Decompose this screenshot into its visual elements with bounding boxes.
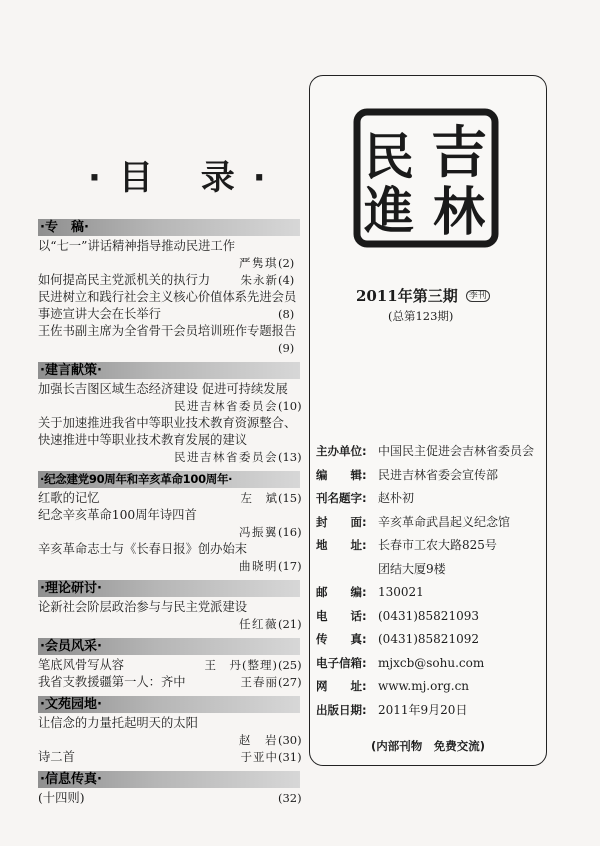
entry-page: (16) [278,525,302,539]
section-gap [38,766,300,770]
entry-title: 让信念的力量托起明天的太阳 [38,716,198,730]
section-heading: ·信息传真· [38,771,300,788]
section-gap [38,633,300,637]
info-row [316,511,542,535]
entry-author: 赵 岩 [239,733,278,747]
entry-page: (21) [278,617,302,631]
info-label: 刊名题字: [316,491,367,505]
entry-byline [38,398,300,415]
section-gap [38,575,300,579]
info-value: 辛亥革命武昌起义纪念馆 [378,514,511,529]
entry-title: 快速推进中等职业技术教育发展的建议 [38,433,248,447]
info-row [316,487,542,511]
logo-char-min: 民 [364,127,414,186]
entry-title: 红歌的记忆 [38,491,100,505]
entry-author: 曲晓明 [239,559,278,573]
info-label: 电子信箱: [316,655,367,670]
masthead-panel [309,75,547,766]
info-row [316,558,542,582]
quarterly-badge: 季刊 [466,290,490,302]
entry-page: (4) [278,273,295,287]
distribution-note: (内部刊物 免费交流) [370,739,485,753]
entry-author: 左 斌 [240,491,278,505]
entry-author: 任红薇 [239,617,278,631]
toc-entry[interactable] [38,238,300,272]
info-value: 130021 [378,585,424,599]
info-value: 长春市工农大路825号 [378,538,497,552]
info-row [316,464,542,488]
entry-byline [38,616,300,633]
section-gap [38,357,300,361]
logo-char-lin: 林 [432,182,486,243]
logo-char-ji: 吉 [431,120,487,186]
entry-author: 冯振翼 [239,525,278,539]
issue-total: (总第123期) [388,309,454,323]
toc-entry[interactable] [38,415,300,466]
toc-entry[interactable] [38,790,300,807]
entry-byline [38,558,300,575]
toc-entry[interactable] [38,749,300,766]
info-label: 编 辑: [316,467,367,482]
info-label: 主办单位: [316,444,367,458]
info-value: 2011年9月20日 [378,702,468,717]
entry-title: 加强长吉图区域生态经济建设 促进可持续发展 [38,382,288,396]
entry-author: 于亚中 [240,750,278,764]
entry-title: 事迹宣讲大会在长举行 [38,307,161,321]
info-label: 邮 编: [316,585,367,599]
info-row [316,699,542,723]
entry-page: (9) [278,341,295,355]
info-row [316,440,542,464]
entry-page: (17) [278,559,302,573]
issue-label: 2011年第三期 [356,287,458,305]
info-label: 网 址: [316,679,367,693]
info-value: (0431)85821092 [378,632,479,646]
publication-info [316,440,542,722]
info-label [316,558,378,582]
section-heading: ·会员风采· [38,638,300,655]
entry-title: (十四则) [38,791,85,805]
info-label: 封 面: [316,514,367,529]
entry-page: (8) [278,307,295,321]
toc-entry[interactable] [38,541,300,575]
entry-author: 王春丽 [240,675,278,689]
entry-author: 民进吉林省委员会 [174,450,278,464]
entry-page: (2) [278,256,295,270]
entry-author: 朱永新 [240,273,278,287]
entry-author: 王 丹(整理) [204,658,278,672]
entry-title: 诗二首 [38,750,75,764]
section-gap [38,691,300,695]
info-row [316,652,542,676]
entry-byline [38,732,300,749]
logo-char-jin: 進 [364,181,414,240]
entry-title: 关于加速推进我省中等职业技术教育资源整合、 [38,416,297,430]
entry-title: 我省支教援疆第一人：齐中 [38,675,186,689]
entry-author: 严隽琪 [239,256,278,270]
section-gap [38,807,300,811]
toc-entry[interactable] [38,715,300,749]
section-heading: ·纪念建党90周年和辛亥革命100周年· [38,471,300,488]
entry-page: (27) [278,675,302,689]
entry-page: (13) [278,450,302,464]
entry-title: 如何提高民主党派机关的执行力 [38,273,211,287]
entry-title: 辛亥革命志士与《长春日报》创办始末 [38,542,248,556]
toc-entry[interactable] [38,507,300,541]
toc-entry[interactable] [38,306,300,323]
entry-title: 纪念辛亥革命100周年诗四首 [38,508,197,522]
section-heading: ·专 稿· [38,219,300,236]
info-value: 团结大厦9楼 [378,561,446,576]
journal-logo [351,106,501,250]
info-row [316,534,542,558]
info-value: 民进吉林省委会宣传部 [378,467,499,482]
info-row [316,605,542,629]
info-row [316,581,542,605]
section-heading: ·文苑园地· [38,696,300,713]
entry-page: (32) [278,791,302,805]
toc-entry[interactable] [38,323,300,357]
entry-byline [38,340,300,357]
toc-entry[interactable] [38,381,300,415]
info-value: 赵朴初 [378,491,415,505]
info-value: www.mj.org.cn [378,679,470,693]
section-heading: ·理论研讨· [38,580,300,597]
entry-page: (15) [278,491,302,505]
entry-title: 民进树立和践行社会主义核心价值体系先进会员 [38,290,297,304]
info-label: 传 真: [316,632,367,646]
entry-page: (30) [278,733,302,747]
entry-title: 笔底风骨写从容 [38,658,125,672]
entry-byline [38,524,300,541]
info-row [316,628,542,652]
entry-title: 王佐书副主席为全省骨干会员培训班作专题报告 [38,324,297,338]
info-label: 电 话: [316,608,367,623]
toc-entry[interactable] [38,599,300,633]
entry-title: 论新社会阶层政治参与与民主党派建设 [38,600,248,614]
info-value: (0431)85821093 [378,608,479,623]
entry-page: (25) [278,658,302,672]
entry-byline [38,255,300,272]
info-label: 出版日期: [316,702,367,717]
page-title: ·目 录· [88,158,284,198]
info-label: 地 址: [316,538,367,552]
entry-page: (10) [278,399,302,413]
info-value: 中国民主促进会吉林省委员会 [378,444,535,458]
toc-entry[interactable] [38,272,300,289]
entry-page: (31) [278,750,302,764]
entry-byline [38,449,300,466]
issue-number [356,285,536,306]
entry-title: 以“七一”讲话精神指导推动民进工作 [38,239,236,253]
toc-entry[interactable] [38,674,300,691]
toc-entry[interactable] [38,657,300,674]
section-gap [38,466,300,470]
info-row [316,675,542,699]
toc-entry[interactable] [38,490,300,507]
entry-author: 民进吉林省委员会 [174,399,278,413]
section-heading: ·建言献策· [38,362,300,379]
info-value: mjxcb@sohu.com [378,655,485,670]
table-of-contents [38,218,300,811]
